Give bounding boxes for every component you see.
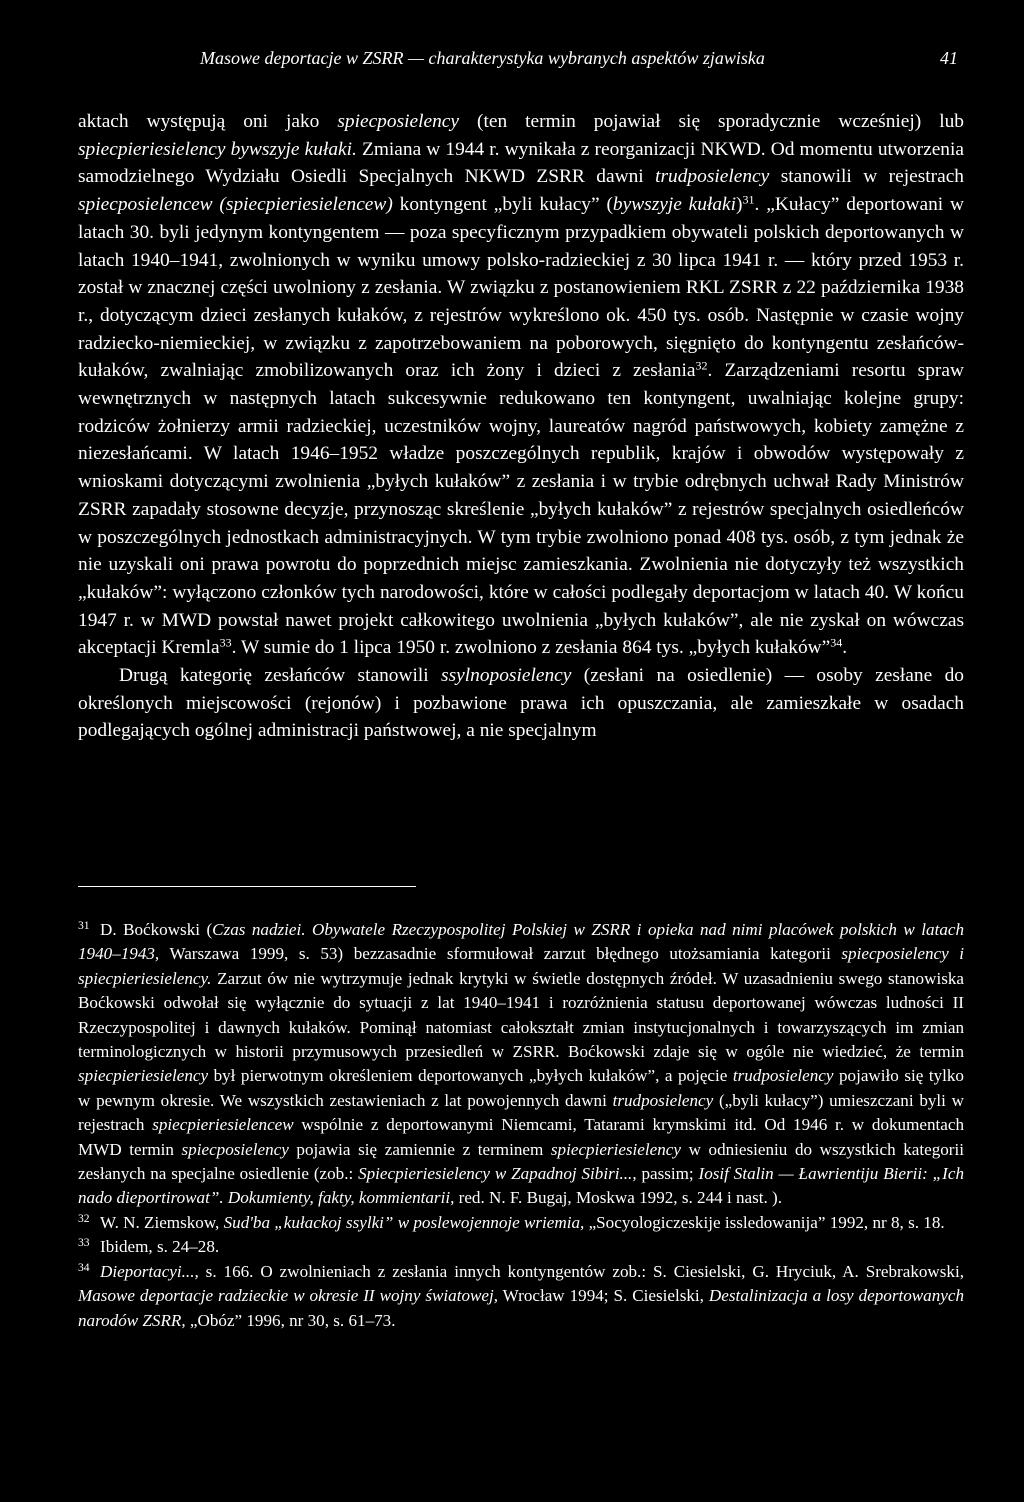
text-run: pojawiło się tylko w pewnym okresie. We wszystkich zestawieniach z lat powojennych dawni xyxy=(78,1066,964,1110)
term-italic: spiecposielency xyxy=(337,111,460,132)
footnote-31: 31 D. Boćkowski (Czas nadziei. Obywatele Rzeczypospolitej Polskiej w ZSRR i opieka nad nimi placówek polskich w latach 1940–1943, Warszawa 1999, s. 53) bezzasadnie sformułował zarzut błędnego utożsamiania kategorii spiecposielency i spiecpieriesielency. Zarzut ów nie wytrzymuje jednak krytyki w świetle dostępnych źródeł. W uzasadnieniu swego stanowiska Boćkowski odwołał się wyłącznie do sytuacji z lat 1940–1941 i rozróżnienia statusu deportowanej wówczas ludności II Rzeczypospolitej i dawnych kułaków. Pominął natomiast całokształt zmian instytucjonalnych i towarzyszących im zmian terminologicznych w historii przymusowych przesiedleń w ZSRR. Boćkowski zdaje się w ogóle nie wiedzieć, że termin spiecpieriesielency był pierwotnym określeniem deportowanych „byłych kułaków”, a pojęcie trudposielency pojawiło się tylko w pewnym okresie. We wszystkich zestawieniach z lat powojennych dawni trudposielency („byli kułacy”) umieszczani byli w rejestrach spiecpieriesielencew wspólnie z deportowanymi Niemcami, Tatarami krymskimi itd. Od 1946 r. w dokumentach MWD termin spiecposielency pojawia się zamiennie z terminem spiecpieriesielency w odniesieniu do wszystkich kategorii zesłanych na specjalne osiedlenie (zob.: Spiecpieriesielency w Zapadnoj Sibiri..., passim; Iosif Stalin — Ławrientiju Bierii: „Ich nado dieportirowat”. Dokumienty, fakty, kommientarii, red. N. F. Bugaj, Moskwa 1992, s. 244 i nast. ). xyxy=(78,919,965,1208)
text-run: („byli kułacy”) umieszczani byli w rejestrach xyxy=(78,1090,964,1135)
text-run: „Socyologiczeskije issledowanija” 1992, nr 8, s. 18. xyxy=(584,1212,945,1232)
footnote-34: 34 Dieportacyi..., s. 166. O zwolnieniach z zesłania innych kontyngentów zob.: S. Ciesielski, G. Hryciuk, A. Srebrakowski, Masowe deportacje radzieckie w okresie II wojny światowej, Wrocław 1994; S. Ciesielski, Destalinizacja a losy deportowanych narodów ZSRR, „Obóz” 1996, nr 30, s. 61–73. xyxy=(78,1260,964,1330)
body-text xyxy=(78,108,964,745)
text-run: W. N. Ziemskow, xyxy=(100,1212,224,1232)
title-italic: Masowe deportacje radzieckie w okresie II wojny światowej, xyxy=(78,1286,499,1306)
term-italic: spiecpieriesielency bywszyje kułaki. xyxy=(78,138,357,160)
term-italic: trudposielency xyxy=(612,1090,714,1110)
title-italic: Iosif Stalin — Ławrientiju Bierii: „Ich nado dieportirowat”. Dokumienty, fakty, kommientarii, xyxy=(78,1164,964,1208)
page-number: 41 xyxy=(940,48,958,68)
title-italic: Czas nadziei. Obywatele Rzeczypospolitej Polskiej w ZSRR i opieka nad nimi placówek polskich w latach 1940–1943, xyxy=(78,920,965,964)
text-run: . Zarządzeniami resortu spraw wewnętrznych w następnych latach sukcesywnie redukowano ten kontyngent, uwalniając kolejne grupy: rodziców żołnierzy armii radzieckiej, uczestników wojny, laureatów nagród państwowych, kobiety zamężne z niezesłańcami. W latach 1946–1952 władze poszczególnych republik, krajów i obwodów występowały z wnioskami dotyczącymi zwolnienia „byłych kułaków” z zesłania i w trybie odrębnych uchwał Rady Ministrów ZSRR zapadały stosowne decyzje, przynosząc skreślenie „byłych kułaków” z rejestrów specjalnych osiedleńców w poszczególnych jednostkach administracyjnych. W tym trybie zwolniono ponad 408 tys. osób, z tym jednak że nie uzyskali oni prawa powrotu do poprzednich miejsc zamieszkania. Zwolnienia nie dotyczyły też wszystkich „kułaków”: wyłączono członków tych narodowości, które w całości podlegały deportacjom w latach 40. W końcu 1947 r. w MWD powstał nawet projekt całkowitego uwolnienia „byłych kułaków”, ale nie zyskał on wówczas akceptacji Kremla xyxy=(78,360,964,659)
term-italic: trudposielency xyxy=(732,1066,834,1086)
title-italic: Sud'ba „kułackoj ssylki” w poslewojennoje wriemia, xyxy=(223,1212,585,1232)
text-run: (zesłani na osiedlenie) — osoby zesłane do określonych miejscowości (rejonów) i pozbawione prawa ich opuszczania, ale zamieszkałe w osadach podlegających ogólnej administracji państwowej, a nie specjalnym xyxy=(78,665,964,742)
term-italic: spiecpieriesielency xyxy=(550,1139,681,1159)
text-run: . „Kułacy” deportowani w latach 30. byli jedynym kontyngentem — poza specyficznym przypadkiem obywateli polskich deportowanych w latach 1940–1941, zwolnionych w wyniku umowy polsko-radzieckiej z 30 lipca 1941 r. — który przed 1953 r. został w znacznej części uwolniony z zesłania. W związku z postanowieniem RKL ZSRR z 22 października 1938 r., dotyczącym dzieci zesłanych kułaków, z rejestrów wykreślono ok. 450 tys. osób. Następnie w czasie wojny radziecko-niemieckiej, w związku z zapotrzebowaniem na poborowych, sięgnięto do kontyngentu zesłańców-kułaków, zwalniając zmobilizowanych oraz ich żony i dzieci z zesłania xyxy=(78,194,964,382)
running-title: Masowe deportacje w ZSRR — charakterystyka wybranych aspektów zjawiska xyxy=(200,48,765,68)
text-run: w odniesieniu do wszystkich kategorii zesłanych na specjalne osiedlenie (zob.: xyxy=(78,1139,964,1184)
text-run: kontyngent „byli kułacy” ( xyxy=(392,194,613,216)
text-run: D. Boćkowski ( xyxy=(100,920,213,939)
footnote-ref-33[interactable]: 33 xyxy=(219,635,232,650)
term-italic: spiecposielency xyxy=(181,1139,289,1159)
text-run: Zarzut ów nie wytrzymuje jednak krytyki w świetle dostępnych źródeł. W uzasadnieniu swego stanowiska Boćkowski odwołał się wyłącznie do sytuacji z lat 1940–1941 i rozróżnienia statusu deportowanej wówczas ludności II Rzeczypospolitej i dawnych kułaków. Pominął natomiast całokształt zmian instytucjonalnych i towarzyszących im zmian terminologicznych w historii przymusowych przesiedleń w ZSRR. Boćkowski zdaje się w ogóle nie wiedzieć, że termin xyxy=(78,968,964,1062)
footnote-32: 32 W. N. Ziemskow, Sud'ba „kułackoj ssylki” w poslewojennoje wriemia, „Socyologiczeskije issledowanija” 1992, nr 8, s. 18. xyxy=(78,1212,945,1232)
paragraph-2 xyxy=(78,662,964,745)
text-run: Drugą kategorię zesłańców stanowili xyxy=(119,665,442,687)
term-italic: spiecposielency i spiecpieriesielency. xyxy=(78,944,964,988)
term-italic: spiecpieriesielency xyxy=(78,1066,209,1086)
footnote-ref-31[interactable]: 31 xyxy=(742,192,755,207)
text-run: . xyxy=(842,637,848,659)
paragraph-1 xyxy=(78,108,964,662)
text-run: Warszawa 1999, s. 53) bezzasadnie sformułował zarzut błędnego utożsamiania kategorii xyxy=(159,944,842,964)
term-italic: trudposielency xyxy=(655,166,770,188)
text-run: pojawia się zamiennie z terminem xyxy=(288,1139,551,1159)
title-italic: Destalinizacja a losy deportowanych narodów ZSRR, xyxy=(78,1286,964,1330)
text-run: passim; xyxy=(636,1164,699,1184)
text-run: Wrocław 1994; S. Ciesielski, xyxy=(498,1286,709,1306)
footnote-separator xyxy=(78,886,416,887)
text-run: stanowili w rejestrach xyxy=(769,166,965,188)
text-run: Ibidem, s. 24–28. xyxy=(100,1237,220,1257)
text-run: „Obóz” 1996, nr 30, s. 61–73. xyxy=(185,1310,396,1330)
footnotes xyxy=(78,918,964,1333)
text-run: ) xyxy=(736,194,743,216)
term-italic: bywszyje kułaki xyxy=(612,194,737,216)
text-run: s. 166. O zwolnieniach z zesłania innych kontyngentów zob.: S. Ciesielski, G. Hryciuk, A. Srebrakowski, xyxy=(198,1261,964,1281)
footnote-ref-34[interactable]: 34 xyxy=(830,635,843,650)
title-italic: Spiecpieriesielency w Zapadnoj Sibiri..., xyxy=(358,1164,637,1184)
running-header xyxy=(78,44,964,72)
text-run: był pierwotnym określeniem deportowanych „byłych kułaków”, a pojęcie xyxy=(208,1066,733,1086)
term-italic: spiecpieriesielencew xyxy=(152,1115,294,1135)
term-italic: ssylnoposielency xyxy=(441,665,572,687)
title-italic: Dieportacyi..., xyxy=(100,1261,199,1281)
text-run: Zmiana w 1944 r. wynikała z reorganizacji NKWD. Od momentu utworzenia samodzielnego Wydziału Osiedli Specjalnych NKWD ZSRR dawni xyxy=(78,138,964,188)
footnote-ref-32[interactable]: 32 xyxy=(695,358,708,373)
text-run: . W sumie do 1 lipca 1950 r. zwolniono z zesłania 864 tys. „byłych kułaków” xyxy=(231,637,831,659)
text-run: red. N. F. Bugaj, Moskwa 1992, s. 244 i nast. ). xyxy=(454,1188,783,1208)
term-italic: spiecposielencew (spiecpieriesielencew) xyxy=(78,194,393,216)
text-run: wspólnie z deportowanymi Niemcami, Tatarami krymskimi itd. Od 1946 r. w dokumentach MWD termin xyxy=(78,1115,964,1159)
footnote-33: 33 Ibidem, s. 24–28. xyxy=(78,1236,220,1257)
text-run: (ten termin pojawiał się sporadycznie wcześniej) lub xyxy=(459,111,964,132)
text-run: aktach występują oni jako xyxy=(78,111,338,132)
